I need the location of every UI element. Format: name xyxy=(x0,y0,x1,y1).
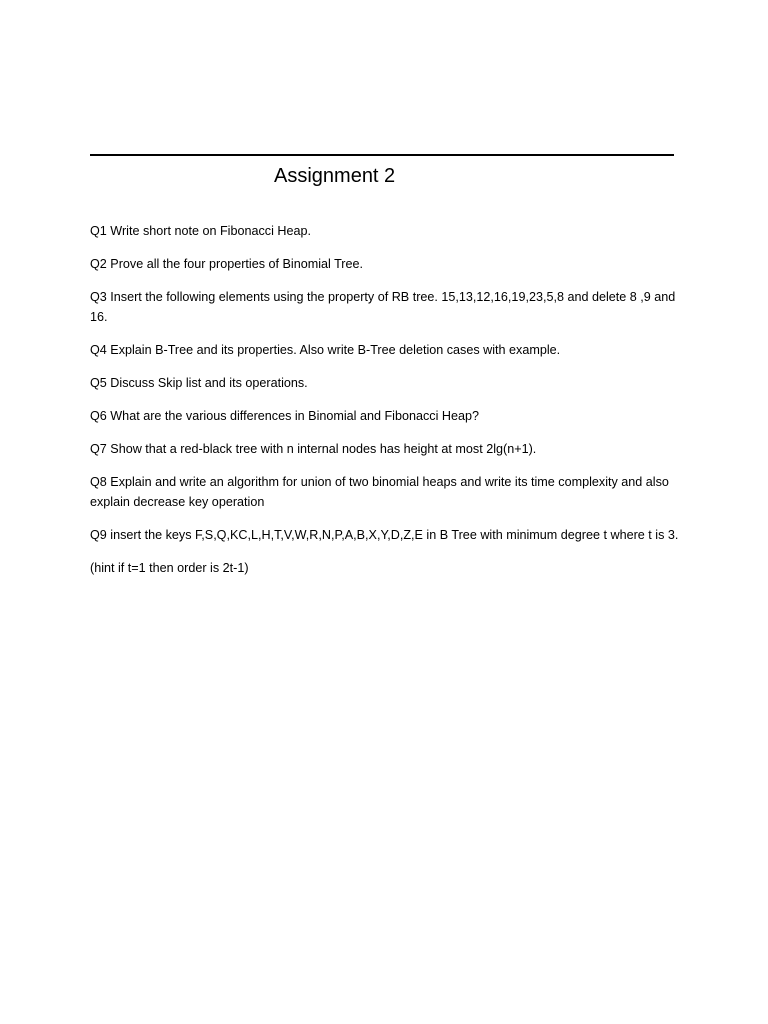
question-4: Q4 Explain B-Tree and its properties. Also write B-Tree deletion cases with example. xyxy=(90,343,561,357)
page-title: Assignment 2 xyxy=(274,165,396,187)
header-rule xyxy=(90,154,674,156)
question-list xyxy=(90,221,680,591)
question-6: Q6 What are the various differences in Binomial and Fibonacci Heap? xyxy=(90,409,479,423)
question-1: Q1 Write short note on Fibonacci Heap. xyxy=(90,224,311,238)
question-2: Q2 Prove all the four properties of Binomial Tree. xyxy=(90,257,363,271)
question-5: Q5 Discuss Skip list and its operations. xyxy=(90,376,308,390)
question-9: Q9 insert the keys F,S,Q,KC,L,H,T,V,W,R,N,P,A,B,X,Y,D,Z,E in B Tree with minimum degree t where t is 3. xyxy=(90,528,679,542)
hint-note: (hint if t=1 then order is 2t-1) xyxy=(90,561,249,575)
question-8: Q8 Explain and write an algorithm for union of two binomial heaps and write its time complexity and also explain decrease key operation xyxy=(90,475,669,509)
question-7: Q7 Show that a red-black tree with n internal nodes has height at most 2lg(n+1). xyxy=(90,442,537,456)
question-3: Q3 Insert the following elements using the property of RB tree. 15,13,12,16,19,23,5,8 and delete 8 ,9 and 16. xyxy=(90,290,676,324)
